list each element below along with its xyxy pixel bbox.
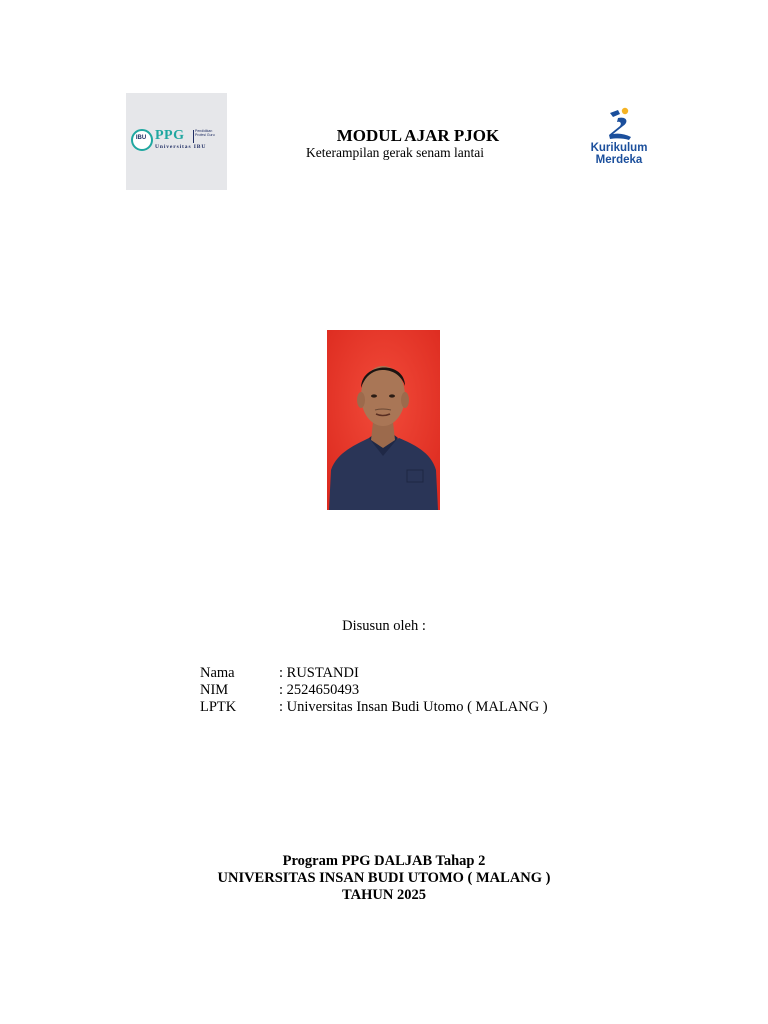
author-photo xyxy=(327,330,440,510)
info-row-nim xyxy=(200,682,548,699)
ppg-logo-text: PPG xyxy=(155,128,185,143)
logo-text-kurikulum: Kurikulum xyxy=(590,142,648,154)
portrait-photo-icon xyxy=(327,330,440,510)
info-label: Nama xyxy=(200,665,235,681)
document-subtitle: Keterampilan gerak senam lantai xyxy=(305,145,485,160)
info-value: : Universitas Insan Budi Utomo ( MALANG ) xyxy=(279,698,548,715)
info-value: : RUSTANDI xyxy=(279,665,359,681)
document-title: MODUL AJAR PJOK xyxy=(336,126,500,145)
document-footer xyxy=(0,853,768,904)
kurikulum-merdeka-logo xyxy=(583,106,655,170)
seal-text: IBU xyxy=(135,135,147,141)
ppg-logo-subtext: Pendidikan Profesi Guru xyxy=(195,129,215,137)
info-label: LPTK xyxy=(200,698,237,715)
ppg-logo-university: Universitas IBU xyxy=(155,144,207,150)
footer-university: UNIVERSITAS INSAN BUDI UTOMO ( MALANG ) xyxy=(217,870,551,886)
info-row-name xyxy=(200,665,548,682)
footer-program: Program PPG DALJAB Tahap 2 xyxy=(282,853,486,869)
footer-year: TAHUN 2025 xyxy=(342,887,426,903)
info-label: NIM xyxy=(200,681,229,698)
info-value: : 2524650493 xyxy=(279,681,360,698)
info-row-lptk xyxy=(200,699,548,716)
kurikulum-merdeka-icon xyxy=(583,106,655,142)
prepared-by-label: Disusun oleh : xyxy=(342,618,426,634)
author-info xyxy=(200,665,548,715)
logo-text-merdeka: Merdeka xyxy=(595,154,643,166)
